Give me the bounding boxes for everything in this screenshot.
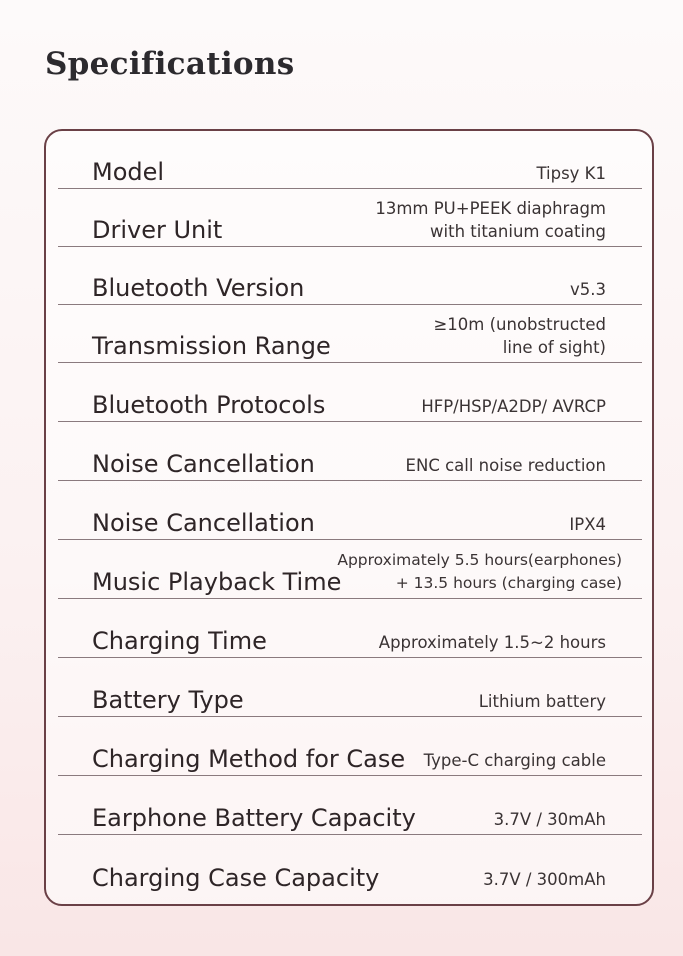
spec-row-noise-cancellation xyxy=(58,423,642,481)
spec-row-model xyxy=(58,131,642,189)
spec-row-charging-case-capacity xyxy=(58,836,642,894)
spec-label: Bluetooth Protocols xyxy=(92,391,326,419)
spec-label: Noise Cancellation xyxy=(92,509,315,537)
spec-value: IPX4 xyxy=(569,515,606,534)
spec-label: Driver Unit xyxy=(92,216,223,244)
spec-value: ≥10m (unobstructed line of sight) xyxy=(433,315,606,357)
spec-value: 3.7V / 30mAh xyxy=(493,810,606,829)
spec-label: Charging Time xyxy=(92,627,267,655)
spec-row-charging-method xyxy=(58,718,642,776)
spec-row-noise-cancellation-ipx xyxy=(58,482,642,540)
spec-label: Earphone Battery Capacity xyxy=(92,804,416,832)
spec-value: Type-C charging cable xyxy=(423,751,606,770)
spec-row-bluetooth-protocols xyxy=(58,364,642,422)
spec-value: ENC call noise reduction xyxy=(405,456,606,475)
spec-row-bluetooth-version xyxy=(58,247,642,305)
spec-value: Lithium battery xyxy=(478,692,606,711)
spec-value: 3.7V / 300mAh xyxy=(483,870,606,889)
spec-row-charging-time xyxy=(58,600,642,658)
spec-label: Transmission Range xyxy=(92,332,331,360)
spec-label: Noise Cancellation xyxy=(92,450,315,478)
spec-row-battery-type xyxy=(58,659,642,717)
spec-row-earphone-battery-capacity xyxy=(58,777,642,835)
page-title: Specifications xyxy=(45,46,295,82)
spec-label: Bluetooth Version xyxy=(92,274,305,302)
spec-value: Tipsy K1 xyxy=(536,164,606,183)
spec-value: HFP/HSP/A2DP/ AVRCP xyxy=(421,397,606,416)
spec-value: Approximately 5.5 hours(earphones) + 13.5 hours (charging case) xyxy=(337,551,622,592)
spec-label: Battery Type xyxy=(92,686,244,714)
spec-label: Charging Case Capacity xyxy=(92,864,380,892)
spec-row-music-playback-time xyxy=(58,541,642,599)
spec-value: Approximately 1.5~2 hours xyxy=(378,633,606,652)
spec-value: v5.3 xyxy=(569,280,606,299)
spec-row-driver-unit xyxy=(58,189,642,247)
specifications-card xyxy=(44,129,654,906)
spec-label: Model xyxy=(92,158,165,186)
spec-row-transmission-range xyxy=(58,305,642,363)
spec-label: Charging Method for Case xyxy=(92,745,406,773)
spec-value: 13mm PU+PEEK diaphragm with titanium coating xyxy=(375,199,606,241)
spec-label: Music Playback Time xyxy=(92,568,342,596)
